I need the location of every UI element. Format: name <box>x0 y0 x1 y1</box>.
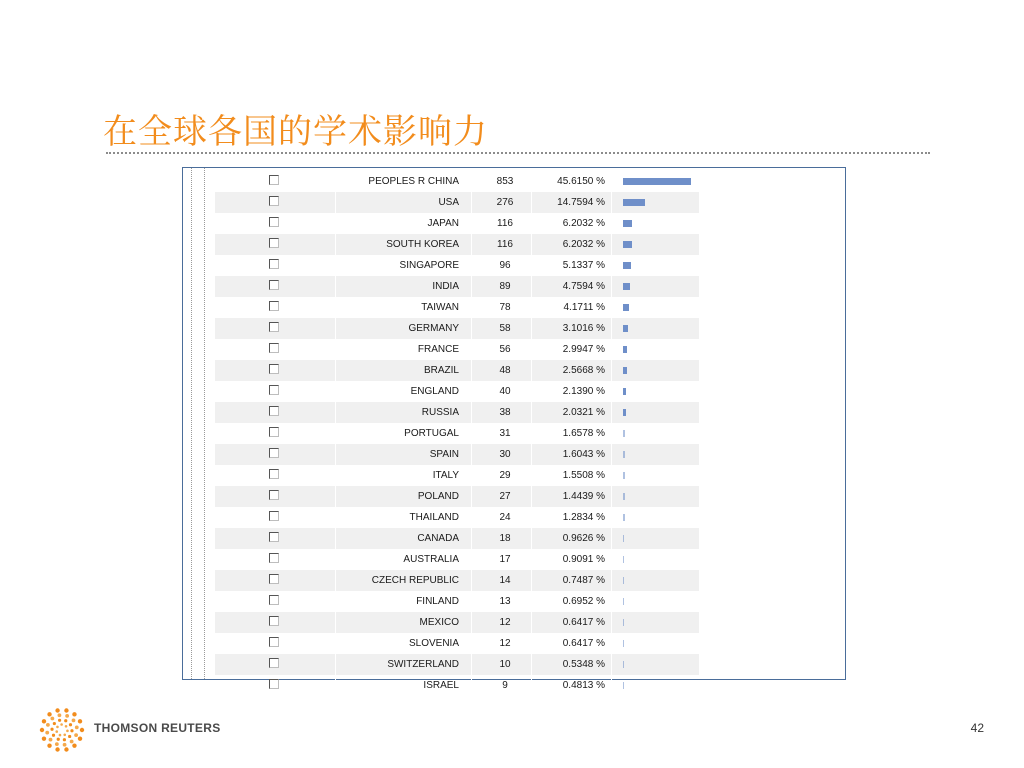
percent-of-total: 0.6417 % <box>562 638 605 649</box>
table-row <box>215 339 699 360</box>
percent-of-total: 6.2032 % <box>562 218 605 229</box>
column-separator <box>531 255 532 276</box>
share-bar <box>623 241 632 248</box>
column-separator <box>611 654 612 675</box>
country-name: ENGLAND <box>410 386 459 397</box>
page-number: 42 <box>970 721 984 735</box>
percent-of-total: 2.5668 % <box>562 365 605 376</box>
column-separator <box>531 423 532 444</box>
table-row <box>215 528 699 549</box>
checkbox-box[interactable] <box>269 364 279 374</box>
country-name: JAPAN <box>427 218 459 229</box>
bar-cell <box>623 402 699 423</box>
row-checkbox[interactable] <box>269 318 279 339</box>
percent-of-total: 2.9947 % <box>562 344 605 355</box>
table-row <box>215 486 699 507</box>
bar-cell <box>623 654 699 675</box>
column-separator <box>471 570 472 591</box>
column-separator <box>611 612 612 633</box>
checkbox-box[interactable] <box>269 658 279 668</box>
row-checkbox[interactable] <box>269 612 279 633</box>
bar-cell <box>623 675 699 696</box>
percent-of-total: 2.1390 % <box>562 386 605 397</box>
checkbox-box[interactable] <box>269 301 279 311</box>
share-bar <box>623 178 691 185</box>
row-checkbox[interactable] <box>269 192 279 213</box>
column-separator <box>611 192 612 213</box>
column-separator <box>611 360 612 381</box>
column-separator <box>611 465 612 486</box>
record-count: 58 <box>499 323 511 334</box>
checkbox-box[interactable] <box>269 532 279 542</box>
column-separator <box>471 171 472 192</box>
column-separator <box>471 591 472 612</box>
column-separator <box>471 297 472 318</box>
country-name: AUSTRALIA <box>403 554 459 565</box>
table-row <box>215 318 699 339</box>
share-bar <box>623 598 624 605</box>
country-name: GERMANY <box>408 323 459 334</box>
record-count: 12 <box>499 638 511 649</box>
table-row <box>215 192 699 213</box>
table-row <box>215 465 699 486</box>
table-row <box>215 171 699 192</box>
column-separator <box>471 528 472 549</box>
checkbox-box[interactable] <box>269 553 279 563</box>
column-separator <box>471 423 472 444</box>
frame-gutter <box>191 168 205 679</box>
country-name: BRAZIL <box>423 365 459 376</box>
column-separator <box>611 276 612 297</box>
share-bar <box>623 220 632 227</box>
bar-cell <box>623 318 699 339</box>
bar-cell <box>623 570 699 591</box>
percent-of-total: 0.4813 % <box>562 680 605 691</box>
column-separator <box>611 255 612 276</box>
country-name: CANADA <box>417 533 459 544</box>
column-separator <box>611 234 612 255</box>
column-separator <box>471 402 472 423</box>
row-checkbox[interactable] <box>269 339 279 360</box>
column-separator <box>471 612 472 633</box>
column-separator <box>471 192 472 213</box>
bar-cell <box>623 171 699 192</box>
share-bar <box>623 325 628 332</box>
percent-of-total: 1.2834 % <box>562 512 605 523</box>
country-name: PEOPLES R CHINA <box>368 176 459 187</box>
column-separator <box>531 675 532 696</box>
share-bar <box>623 640 624 647</box>
country-name: PORTUGAL <box>404 428 459 439</box>
column-separator <box>611 381 612 402</box>
column-separator <box>531 486 532 507</box>
checkbox-box[interactable] <box>269 343 279 353</box>
bar-cell <box>623 444 699 465</box>
table-row <box>215 402 699 423</box>
record-count: 116 <box>497 218 513 229</box>
table-row <box>215 549 699 570</box>
column-separator <box>471 486 472 507</box>
percent-of-total: 45.6150 % <box>557 176 605 187</box>
column-separator <box>471 381 472 402</box>
column-separator <box>471 339 472 360</box>
share-bar <box>623 262 631 269</box>
bar-cell <box>623 591 699 612</box>
record-count: 89 <box>499 281 511 292</box>
column-separator <box>531 297 532 318</box>
row-checkbox[interactable] <box>269 549 279 570</box>
column-separator <box>611 444 612 465</box>
column-separator <box>531 549 532 570</box>
record-count: 13 <box>499 596 511 607</box>
record-count: 12 <box>499 617 511 628</box>
country-name: POLAND <box>417 491 459 502</box>
share-bar <box>623 514 625 521</box>
row-checkbox[interactable] <box>269 465 279 486</box>
table-row <box>215 255 699 276</box>
table-row <box>215 276 699 297</box>
table-row <box>215 360 699 381</box>
percent-of-total: 0.9626 % <box>562 533 605 544</box>
row-checkbox[interactable] <box>269 633 279 654</box>
share-bar <box>623 304 629 311</box>
table-row <box>215 654 699 675</box>
checkbox-box[interactable] <box>269 280 279 290</box>
column-separator <box>611 528 612 549</box>
column-separator <box>471 507 472 528</box>
checkbox-box[interactable] <box>269 217 279 227</box>
column-separator <box>531 402 532 423</box>
table-row <box>215 234 699 255</box>
row-checkbox[interactable] <box>269 528 279 549</box>
column-separator <box>611 171 612 192</box>
column-separator <box>471 255 472 276</box>
row-checkbox[interactable] <box>269 234 279 255</box>
checkbox-box[interactable] <box>269 679 279 689</box>
percent-of-total: 0.9091 % <box>562 554 605 565</box>
share-bar <box>623 682 624 689</box>
checkbox-box[interactable] <box>269 406 279 416</box>
checkbox-box[interactable] <box>269 511 279 521</box>
table-row <box>215 507 699 528</box>
column-separator <box>531 171 532 192</box>
checkbox-box[interactable] <box>269 574 279 584</box>
row-checkbox[interactable] <box>269 570 279 591</box>
column-separator <box>611 486 612 507</box>
record-count: 96 <box>499 260 511 271</box>
percent-of-total: 1.6043 % <box>562 449 605 460</box>
row-checkbox[interactable] <box>269 402 279 423</box>
country-name: ISRAEL <box>423 680 459 691</box>
column-separator <box>531 633 532 654</box>
country-name: FRANCE <box>417 344 459 355</box>
column-separator <box>531 318 532 339</box>
column-separator <box>611 297 612 318</box>
column-separator <box>611 591 612 612</box>
record-count: 40 <box>499 386 511 397</box>
column-separator <box>471 234 472 255</box>
bar-cell <box>623 381 699 402</box>
country-name: USA <box>438 197 459 208</box>
column-separator <box>531 234 532 255</box>
column-separator <box>531 465 532 486</box>
table-row <box>215 612 699 633</box>
row-checkbox[interactable] <box>269 675 279 696</box>
percent-of-total: 14.7594 % <box>557 197 605 208</box>
footer-brand: THOMSON REUTERS <box>94 721 221 735</box>
share-bar <box>623 577 624 584</box>
checkbox-box[interactable] <box>269 196 279 206</box>
column-separator <box>471 213 472 234</box>
column-separator <box>611 213 612 234</box>
column-separator <box>471 276 472 297</box>
share-bar <box>623 388 626 395</box>
column-separator <box>471 444 472 465</box>
column-separator <box>471 675 472 696</box>
percent-of-total: 0.6952 % <box>562 596 605 607</box>
column-separator <box>531 612 532 633</box>
column-separator <box>611 675 612 696</box>
record-count: 56 <box>499 344 511 355</box>
bar-cell <box>623 423 699 444</box>
column-separator <box>611 318 612 339</box>
record-count: 853 <box>496 176 514 187</box>
bar-cell <box>623 234 699 255</box>
column-separator <box>611 549 612 570</box>
column-separator <box>531 213 532 234</box>
percent-of-total: 2.0321 % <box>562 407 605 418</box>
percent-of-total: 1.5508 % <box>562 470 605 481</box>
bar-cell <box>623 465 699 486</box>
table-row <box>215 633 699 654</box>
country-name: FINLAND <box>416 596 459 607</box>
column-separator <box>531 444 532 465</box>
column-separator <box>531 276 532 297</box>
row-checkbox[interactable] <box>269 654 279 675</box>
column-separator <box>531 654 532 675</box>
checkbox-box[interactable] <box>269 490 279 500</box>
bar-cell <box>623 276 699 297</box>
thomson-reuters-logo-icon <box>40 708 84 752</box>
row-checkbox[interactable] <box>269 213 279 234</box>
share-bar <box>623 199 645 206</box>
bar-cell <box>623 339 699 360</box>
record-count: 18 <box>499 533 511 544</box>
table-row <box>215 381 699 402</box>
record-count: 17 <box>499 554 511 565</box>
share-bar <box>623 661 624 668</box>
bar-cell <box>623 612 699 633</box>
country-name: SINGAPORE <box>399 260 459 271</box>
column-separator <box>471 360 472 381</box>
record-count: 10 <box>499 659 511 670</box>
column-separator <box>531 360 532 381</box>
percent-of-total: 0.7487 % <box>562 575 605 586</box>
row-checkbox[interactable] <box>269 381 279 402</box>
column-separator <box>611 633 612 654</box>
percent-of-total: 6.2032 % <box>562 239 605 250</box>
checkbox-box[interactable] <box>269 175 279 185</box>
percent-of-total: 5.1337 % <box>562 260 605 271</box>
bar-cell <box>623 192 699 213</box>
record-count: 30 <box>499 449 511 460</box>
country-name: THAILAND <box>409 512 459 523</box>
table-row <box>215 213 699 234</box>
country-name: ITALY <box>432 470 459 481</box>
row-checkbox[interactable] <box>269 297 279 318</box>
bar-cell <box>623 486 699 507</box>
record-count: 14 <box>499 575 511 586</box>
country-name: SWITZERLAND <box>387 659 459 670</box>
row-checkbox[interactable] <box>269 360 279 381</box>
table-row <box>215 675 699 696</box>
checkbox-box[interactable] <box>269 238 279 248</box>
results-table-screenshot <box>182 167 846 691</box>
percent-of-total: 0.5348 % <box>562 659 605 670</box>
record-count: 48 <box>499 365 511 376</box>
column-separator <box>611 507 612 528</box>
country-name: SPAIN <box>429 449 459 460</box>
checkbox-box[interactable] <box>269 427 279 437</box>
share-bar <box>623 346 627 353</box>
record-count: 27 <box>499 491 511 502</box>
row-checkbox[interactable] <box>269 171 279 192</box>
row-checkbox[interactable] <box>269 507 279 528</box>
share-bar <box>623 619 624 626</box>
share-bar <box>623 556 624 563</box>
row-checkbox[interactable] <box>269 255 279 276</box>
table-row <box>215 444 699 465</box>
percent-of-total: 3.1016 % <box>562 323 605 334</box>
country-name: INDIA <box>432 281 459 292</box>
checkbox-box[interactable] <box>269 469 279 479</box>
column-separator <box>611 423 612 444</box>
table-row <box>215 423 699 444</box>
row-checkbox[interactable] <box>269 444 279 465</box>
share-bar <box>623 493 625 500</box>
country-name: MEXICO <box>419 617 459 628</box>
country-name: CZECH REPUBLIC <box>371 575 459 586</box>
column-separator <box>471 318 472 339</box>
column-separator <box>471 633 472 654</box>
country-name: TAIWAN <box>421 302 459 313</box>
column-separator <box>471 549 472 570</box>
percent-of-total: 1.6578 % <box>562 428 605 439</box>
checkbox-box[interactable] <box>269 595 279 605</box>
percent-of-total: 0.6417 % <box>562 617 605 628</box>
row-checkbox[interactable] <box>269 423 279 444</box>
column-separator <box>531 339 532 360</box>
bar-cell <box>623 507 699 528</box>
checkbox-box[interactable] <box>269 448 279 458</box>
record-count: 9 <box>502 680 508 691</box>
bar-cell <box>623 360 699 381</box>
bar-cell <box>623 297 699 318</box>
percent-of-total: 1.4439 % <box>562 491 605 502</box>
row-checkbox[interactable] <box>269 486 279 507</box>
column-separator <box>611 339 612 360</box>
share-bar <box>623 535 624 542</box>
share-bar <box>623 451 625 458</box>
table-row <box>215 591 699 612</box>
share-bar <box>623 472 625 479</box>
checkbox-box[interactable] <box>269 637 279 647</box>
bar-cell <box>623 633 699 654</box>
column-separator <box>471 465 472 486</box>
country-name: RUSSIA <box>421 407 459 418</box>
title-divider <box>106 152 930 154</box>
record-count: 24 <box>499 512 511 523</box>
row-checkbox[interactable] <box>269 591 279 612</box>
column-separator <box>531 591 532 612</box>
country-table <box>215 171 699 696</box>
column-separator <box>531 528 532 549</box>
column-separator <box>531 570 532 591</box>
slide-title: 在全球各国的学术影响力 <box>103 112 488 152</box>
percent-of-total: 4.1711 % <box>563 302 605 313</box>
table-row <box>215 297 699 318</box>
column-separator <box>531 192 532 213</box>
record-count: 29 <box>499 470 511 481</box>
country-name: SLOVENIA <box>408 638 459 649</box>
country-name: SOUTH KOREA <box>386 239 459 250</box>
row-checkbox[interactable] <box>269 276 279 297</box>
table-row <box>215 570 699 591</box>
record-count: 276 <box>496 197 514 208</box>
record-count: 38 <box>499 407 511 418</box>
percent-of-total: 4.7594 % <box>562 281 605 292</box>
checkbox-box[interactable] <box>269 385 279 395</box>
record-count: 78 <box>499 302 511 313</box>
checkbox-box[interactable] <box>269 616 279 626</box>
column-separator <box>471 654 472 675</box>
bar-cell <box>623 528 699 549</box>
bar-cell <box>623 213 699 234</box>
column-separator <box>531 507 532 528</box>
share-bar <box>623 367 627 374</box>
record-count: 116 <box>497 239 513 250</box>
checkbox-box[interactable] <box>269 259 279 269</box>
share-bar <box>623 430 625 437</box>
share-bar <box>623 283 630 290</box>
column-separator <box>611 402 612 423</box>
bar-cell <box>623 549 699 570</box>
record-count: 31 <box>499 428 511 439</box>
bar-cell <box>623 255 699 276</box>
share-bar <box>623 409 626 416</box>
column-separator <box>611 570 612 591</box>
checkbox-box[interactable] <box>269 322 279 332</box>
column-separator <box>531 381 532 402</box>
